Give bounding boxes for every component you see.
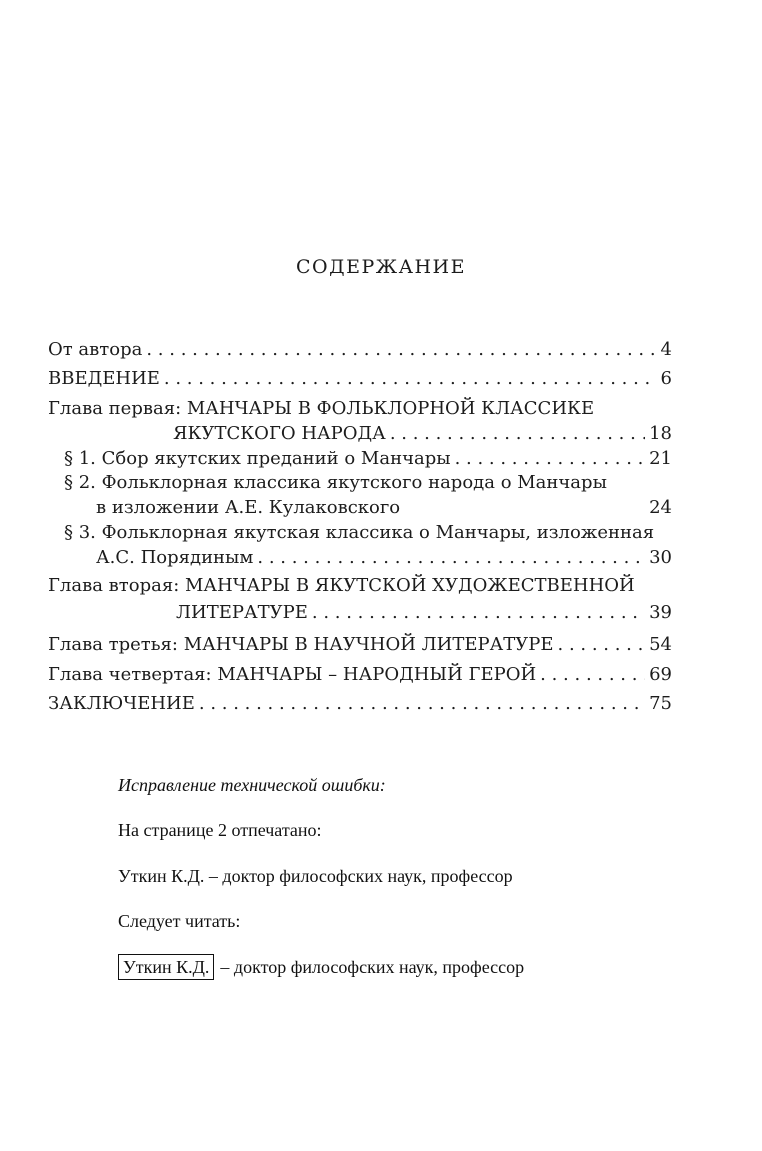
toc-entry-page: 30	[649, 547, 672, 568]
corrected-name-box: Уткин К.Д.	[118, 954, 214, 980]
toc-entry-label: в изложении А.Е. Кулаковского	[96, 497, 401, 518]
toc-entry-chapter-4	[48, 662, 672, 688]
toc-leader-dots	[558, 632, 646, 658]
toc-leader-dots	[257, 545, 645, 571]
erratum-printed-intro: На странице 2 отпечатано:	[118, 820, 322, 840]
toc-entry-label: Глава третья: МАНЧАРЫ В НАУЧНОЙ ЛИТЕРАТУРЕ	[48, 634, 554, 655]
toc-entry-page: 39	[649, 602, 672, 623]
toc-leader-dots	[455, 446, 646, 472]
erratum-should-read-intro: Следует читать:	[118, 911, 241, 931]
toc-entry-chapter-2-line-1: Глава вторая: МАНЧАРЫ В ЯКУТСКОЙ ХУДОЖЕСТВЕННОЙ	[48, 575, 635, 596]
page-title: СОДЕРЖАНИЕ	[296, 256, 466, 278]
toc-entry-label: От автора	[48, 339, 143, 360]
toc-entry-page: 69	[649, 664, 672, 685]
toc-entry-label: ЗАКЛЮЧЕНИЕ	[48, 693, 195, 714]
toc-entry-page: 24	[649, 497, 672, 518]
toc-entry-page: 4	[660, 339, 672, 360]
toc-entry-conclusion	[48, 691, 672, 717]
toc-entry-chapter-1	[173, 421, 672, 447]
toc-entry-chapter-3	[48, 632, 672, 658]
corrected-rest: – доктор философских наук, профессор	[220, 957, 525, 977]
toc-entry-section-1	[64, 446, 672, 472]
toc-entry-label: ЯКУТСКОГО НАРОДА	[173, 423, 386, 444]
toc-entry-page: 18	[649, 423, 672, 444]
toc-entry-section-3-line-1: § 3. Фольклорная якутская классика о Манчары, изложенная	[64, 522, 655, 543]
toc-entry-label: А.С. Порядиным	[96, 547, 254, 568]
toc-leader-dots	[390, 421, 645, 447]
toc-entry-page: 54	[649, 634, 672, 655]
toc-entry-label: ВВЕДЕНИЕ	[48, 368, 160, 389]
erratum-corrected-text	[118, 954, 524, 980]
toc-leader-dots	[540, 662, 645, 688]
toc-entry-page: 75	[649, 693, 672, 714]
toc-entry-chapter-2	[176, 600, 672, 626]
toc-entry-from-author	[48, 337, 672, 363]
toc-entry-page: 6	[660, 368, 672, 389]
toc-leader-dots	[199, 691, 645, 717]
toc-leader-dots	[164, 366, 657, 392]
erratum-heading: Исправление технической ошибки:	[118, 775, 386, 795]
toc-entry-introduction	[48, 366, 672, 392]
toc-entry-section-3	[96, 545, 672, 571]
toc-entry-chapter-1-line-1: Глава первая: МАНЧАРЫ В ФОЛЬКЛОРНОЙ КЛАССИКЕ	[48, 398, 595, 419]
toc-entry-label: ЛИТЕРАТУРЕ	[176, 602, 308, 623]
toc-entry-label: § 1. Сбор якутских преданий о Манчары	[64, 448, 451, 469]
toc-entry-section-2-line-1: § 2. Фольклорная классика якутского народа о Манчары	[64, 472, 607, 493]
toc-entry-section-2	[96, 495, 672, 521]
erratum-printed-text: Уткин К.Д. – доктор философских наук, профессор	[118, 866, 513, 886]
toc-leader-dots	[146, 337, 656, 363]
toc-leader-dots	[312, 600, 645, 626]
toc-entry-label: Глава четвертая: МАНЧАРЫ – НАРОДНЫЙ ГЕРОЙ	[48, 664, 537, 685]
toc-entry-page: 21	[649, 448, 672, 469]
